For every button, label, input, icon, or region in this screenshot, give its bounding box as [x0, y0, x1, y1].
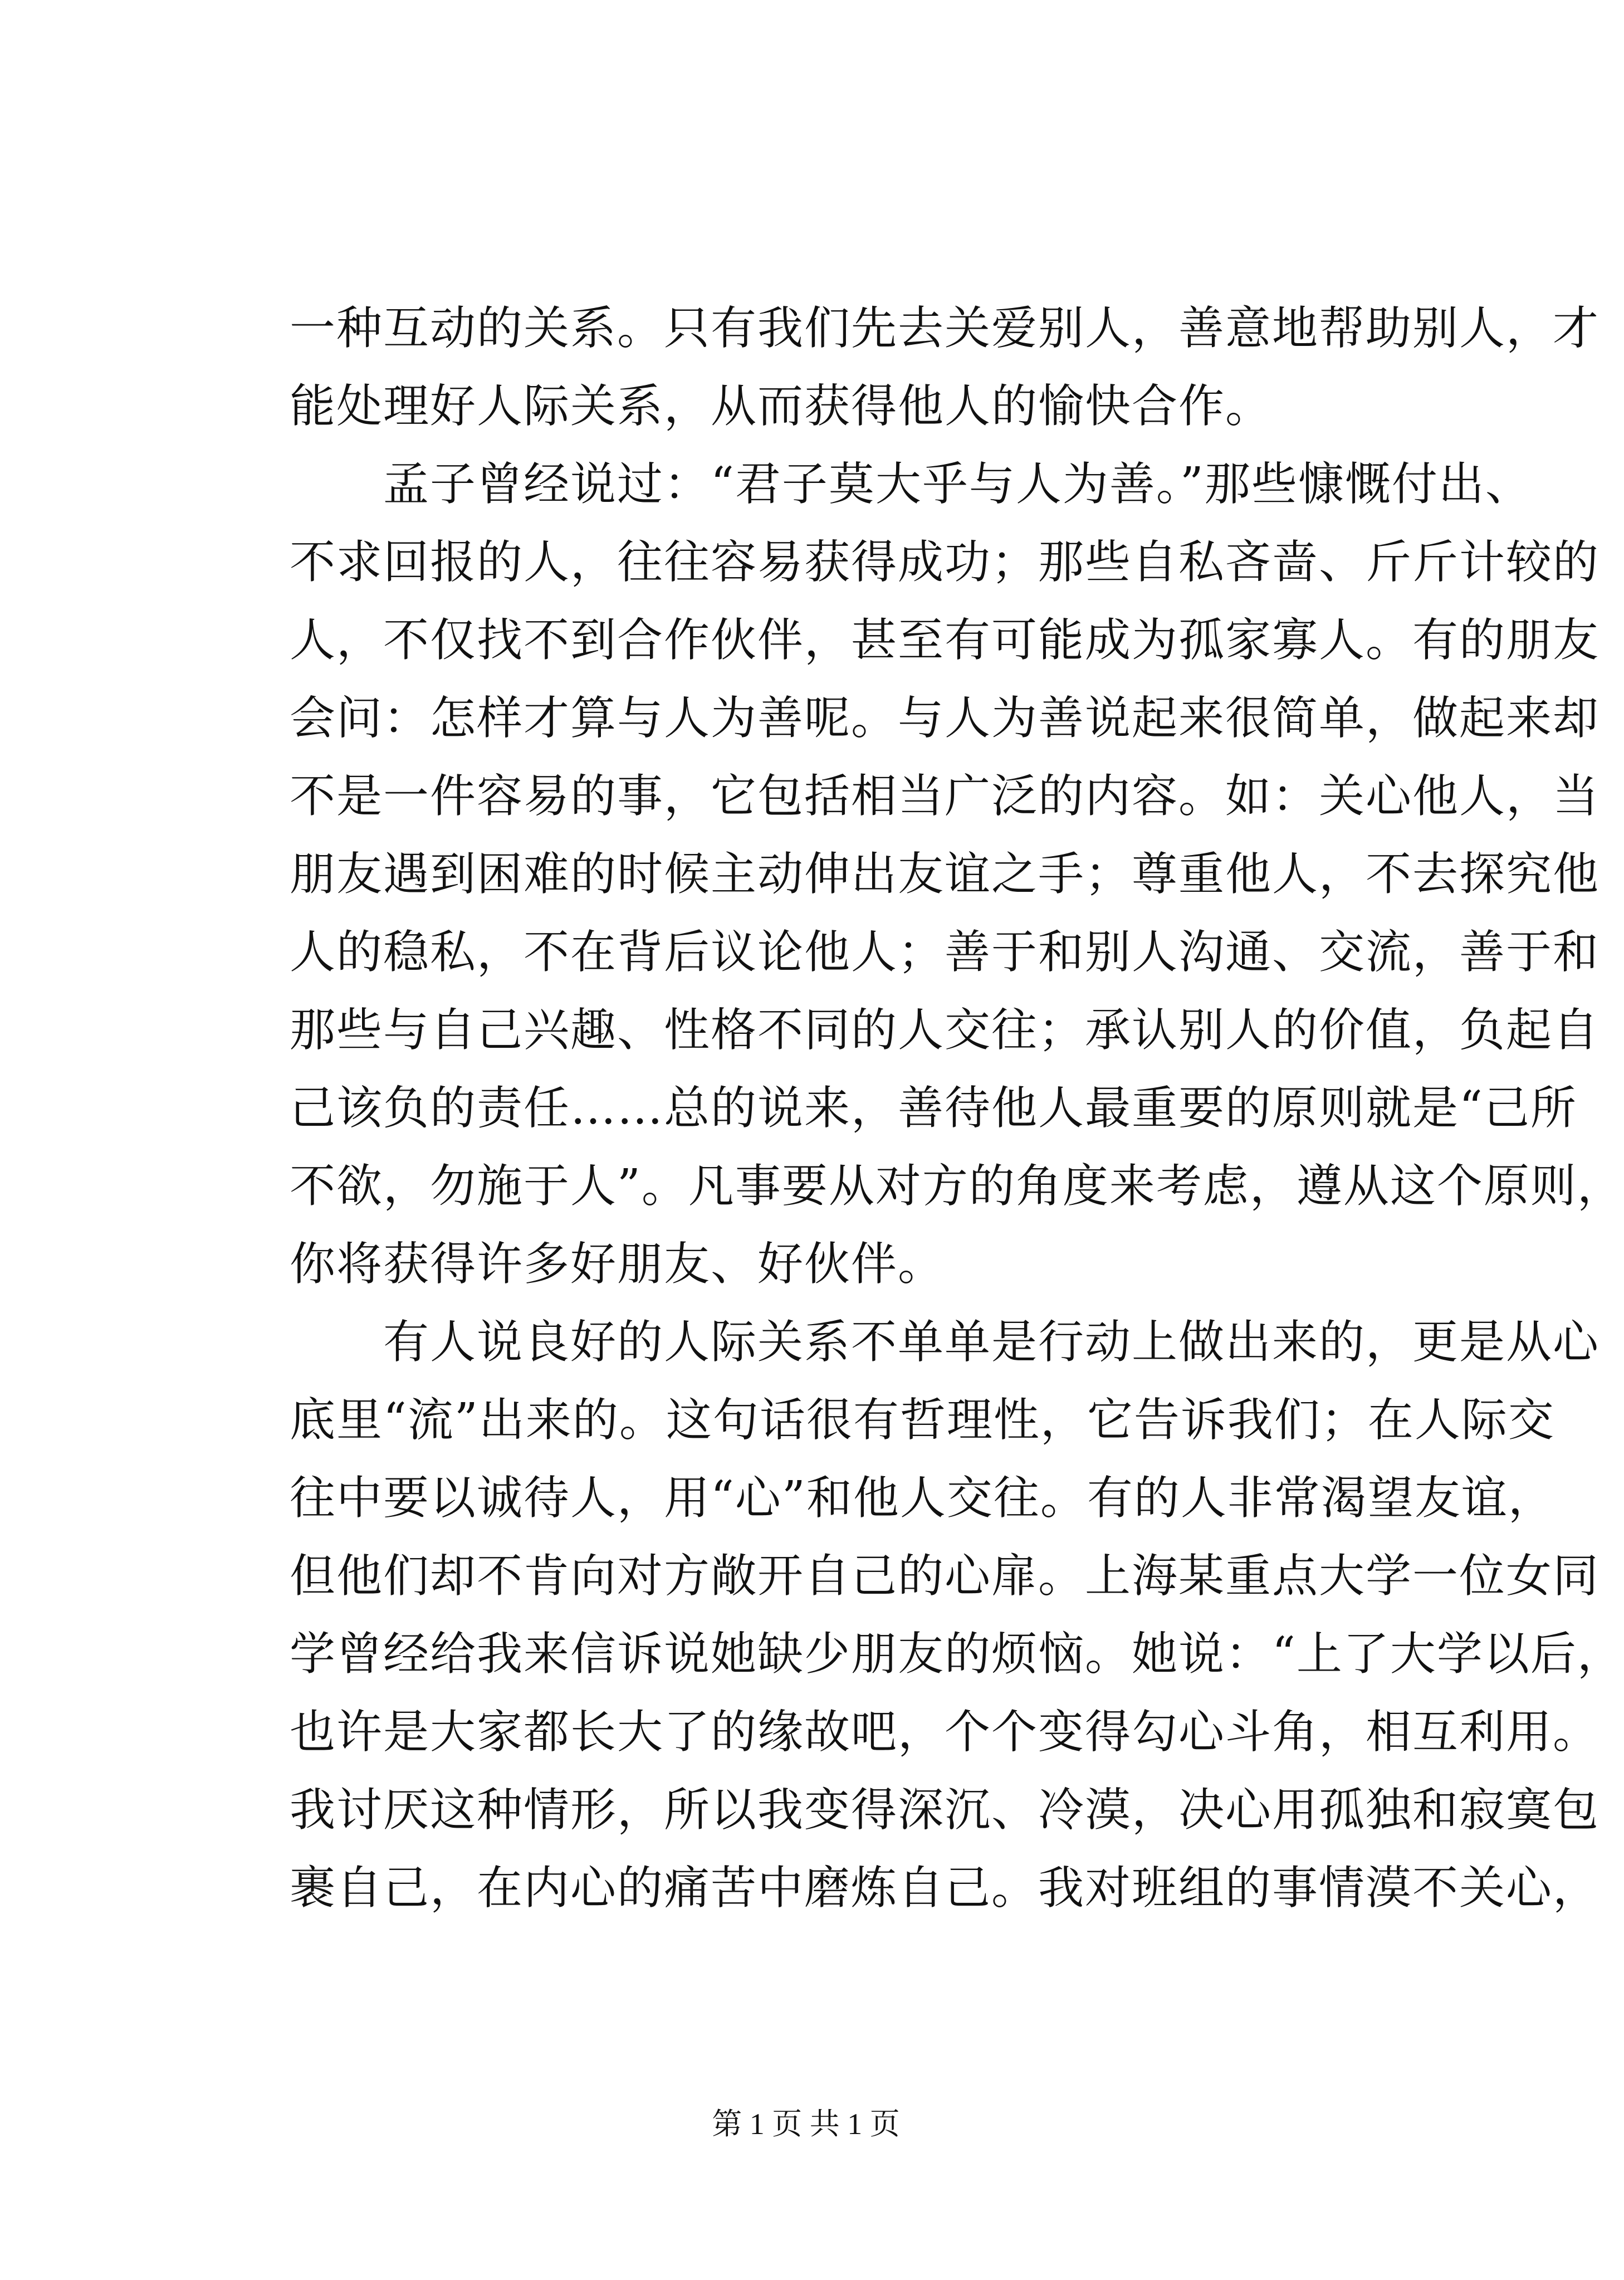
text-line: 人的稳私，不在背后议论他人；善于和别人沟通、交流，善于和: [290, 926, 1600, 979]
text-line: 朋友遇到困难的时候主动伸出友谊之手；尊重他人，不去探究他: [290, 848, 1600, 901]
text-line: 人，不仅找不到合作伙伴，甚至有可能成为孤家寡人。有的朋友: [290, 614, 1600, 667]
text-line: 裹自己，在内心的痛苦中磨炼自己。我对班组的事情漠不关心，: [290, 1862, 1600, 1915]
text-line: 能处理好人际关系，从而获得他人的愉快合作。: [290, 380, 1273, 433]
text-line: 学曾经给我来信诉说她缺少朋友的烦恼。她说：“上了大学以后，: [290, 1628, 1624, 1681]
text-line: 不是一件容易的事，它包括相当广泛的内容。如：关心他人，当: [290, 770, 1600, 823]
text-line: 会问：怎样才算与人为善呢。与人为善说起来很简单，做起来却: [290, 692, 1600, 745]
page-footer: 第 1 页 共 1 页: [712, 2107, 900, 2141]
text-line: 往中要以诚待人，用“心”和他人交往。有的人非常渴望友谊，: [290, 1472, 1555, 1525]
text-line: 但他们却不肯向对方敞开自己的心扉。上海某重点大学一位女同: [290, 1550, 1600, 1603]
text-line: 不求回报的人，往往容易获得成功；那些自私吝啬、斤斤计较的: [290, 536, 1600, 589]
text-line: 也许是大家都长大了的缘故吧，个个变得勾心斗角，相互利用。: [290, 1706, 1600, 1759]
text-line: 那些与自己兴趣、性格不同的人交往；承认别人的价值，负起自: [290, 1004, 1600, 1057]
text-line: 孟子曾经说过：“君子莫大乎与人为善。”那些慷慨付出、: [290, 458, 1532, 511]
text-line: 有人说良好的人际关系不单单是行动上做出来的，更是从心: [290, 1316, 1600, 1369]
text-line: 底里“流”出来的。这句话很有哲理性，它告诉我们；在人际交: [290, 1394, 1555, 1447]
body-text: [290, 290, 1624, 1927]
text-line: 我讨厌这种情形，所以我变得深沉、冷漠，决心用孤独和寂寞包: [290, 1784, 1600, 1837]
text-line: 不欲，勿施于人”。凡事要从对方的角度来考虑，遵从这个原则，: [290, 1160, 1624, 1213]
text-line: 你将获得许多好朋友、好伙伴。: [290, 1238, 945, 1291]
text-line: 己该负的责任……总的说来，善待他人最重要的原则就是“己所: [290, 1082, 1577, 1135]
text-line: 一种互动的关系。只有我们先去关爱别人，善意地帮助别人，才: [290, 302, 1600, 355]
